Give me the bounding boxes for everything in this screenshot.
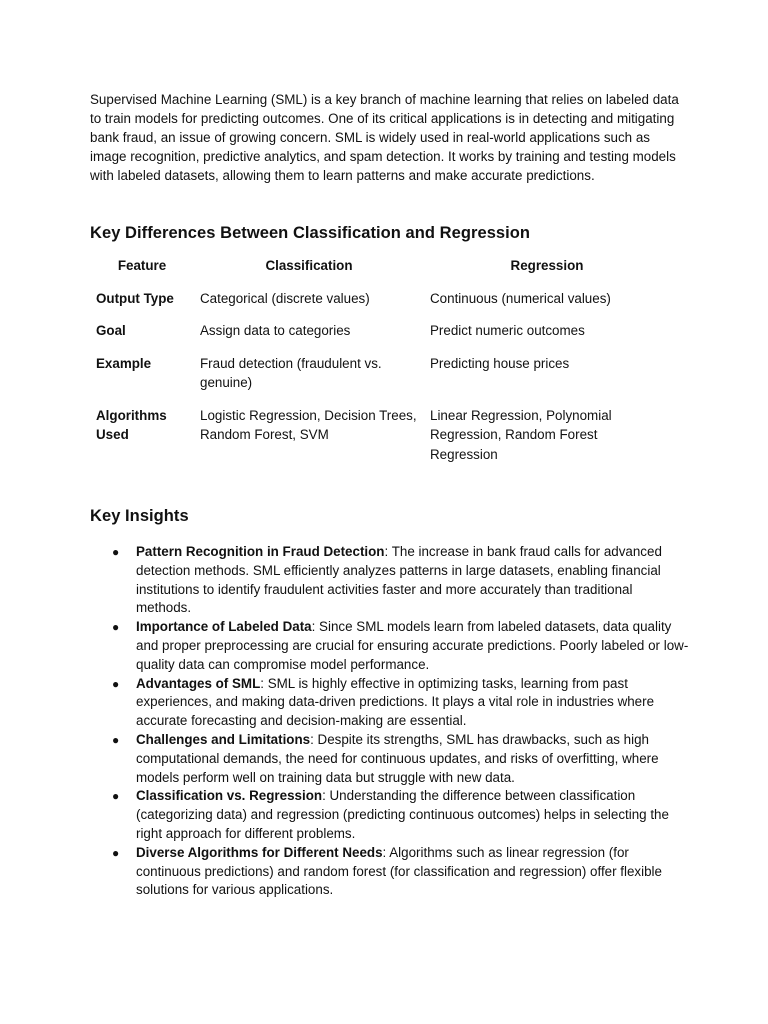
row-regression-cell: Predicting house prices	[430, 355, 570, 371]
insight-text: : SML is highly effective in optimizing tasks, learning from past experiences, and making data-driven predictions. It plays a vital role in industries where accurate forecasting and decision-making are essential.	[136, 675, 655, 729]
bullet-icon: ●	[112, 789, 120, 804]
bullet-icon: ●	[112, 732, 120, 747]
insight-title: Classification vs. Regression	[136, 788, 323, 804]
column-header-feature: Feature	[117, 258, 167, 273]
section-heading-insights: Key Insights	[90, 507, 189, 525]
row-feature-cell: Goal	[96, 323, 126, 338]
intro-paragraph: Supervised Machine Learning (SML) is a key branch of machine learning that relies on labeled data to train models for predicting outcomes. One of its critical applications is in detecting and mitigating bank fraud, an issue of growing concern. SML is widely used in real-world applications such as image recognition, predictive analytics, and spam detection. It works by training and testing models with labeled datasets, allowing them to learn patterns and make accurate predictions.	[90, 92, 679, 183]
bullet-icon: ●	[112, 620, 120, 635]
table-row	[90, 289, 670, 322]
bullet-icon: ●	[112, 845, 120, 860]
bullet-icon: ●	[112, 545, 120, 559]
row-classification-cell: Assign data to categories	[200, 323, 351, 338]
insight-title: Importance of Labeled Data	[136, 619, 312, 635]
list-item	[90, 543, 690, 618]
bullet-icon: ●	[112, 676, 120, 691]
list-item	[90, 675, 690, 731]
table-header-row	[90, 256, 670, 289]
table-row	[90, 354, 670, 406]
insight-title: Advantages of SML	[136, 675, 261, 691]
insight-text: : The increase in bank fraud calls for advanced detection methods. SML efficiently analyzes patterns in large datasets, enabling financial institutions to identify fraudulent activities faster and more accurately than traditional methods.	[136, 544, 662, 616]
insight-text: : Since SML models learn from labeled datasets, data quality and proper preprocessing are crucial for ensuring accurate predictions. Poorly labeled or low-quality data can compromise model performance.	[136, 619, 689, 672]
insight-text: : Algorithms such as linear regression (for continuous predictions) and random forest (for classification and regression) offer flexible solutions for various applications.	[136, 844, 662, 898]
table-row	[90, 406, 670, 478]
column-header-regression: Regression	[510, 258, 584, 273]
list-item	[90, 731, 690, 787]
section-heading-differences: Key Differences Between Classification and Regression	[90, 224, 531, 242]
comparison-table	[90, 256, 670, 477]
row-regression-cell: Continuous (numerical values)	[430, 290, 611, 306]
insight-title: Pattern Recognition in Fraud Detection	[136, 544, 385, 559]
row-feature-cell: Algorithms Used	[96, 407, 167, 442]
row-classification-cell: Categorical (discrete values)	[200, 290, 370, 306]
row-regression-cell: Linear Regression, Polynomial Regression, Random Forest Regression	[430, 407, 612, 462]
list-item	[90, 787, 690, 843]
insights-list	[90, 543, 690, 900]
column-header-classification: Classification	[265, 258, 353, 273]
row-classification-cell: Logistic Regression, Decision Trees, Random Forest, SVM	[200, 407, 417, 442]
row-regression-cell: Predict numeric outcomes	[430, 323, 585, 338]
row-feature-cell: Example	[96, 355, 152, 371]
insight-title: Challenges and Limitations	[136, 731, 311, 747]
insight-title: Diverse Algorithms for Different Needs	[136, 844, 383, 860]
row-classification-cell: Fraud detection (fraudulent vs. genuine)	[200, 355, 382, 390]
list-item	[90, 844, 690, 900]
list-item	[90, 618, 690, 674]
row-feature-cell: Output Type	[96, 290, 174, 306]
insight-text: : Understanding the difference between classification (categorizing data) and regression (predicting continuous outcomes) helps in selecting the right approach for different problems.	[136, 788, 669, 841]
insight-text: : Despite its strengths, SML has drawbacks, such as high computational demands, the need for continuous updates, and risks of overfitting, where models perform well on training data but struggle with new data.	[136, 731, 659, 785]
table-row	[90, 321, 670, 354]
